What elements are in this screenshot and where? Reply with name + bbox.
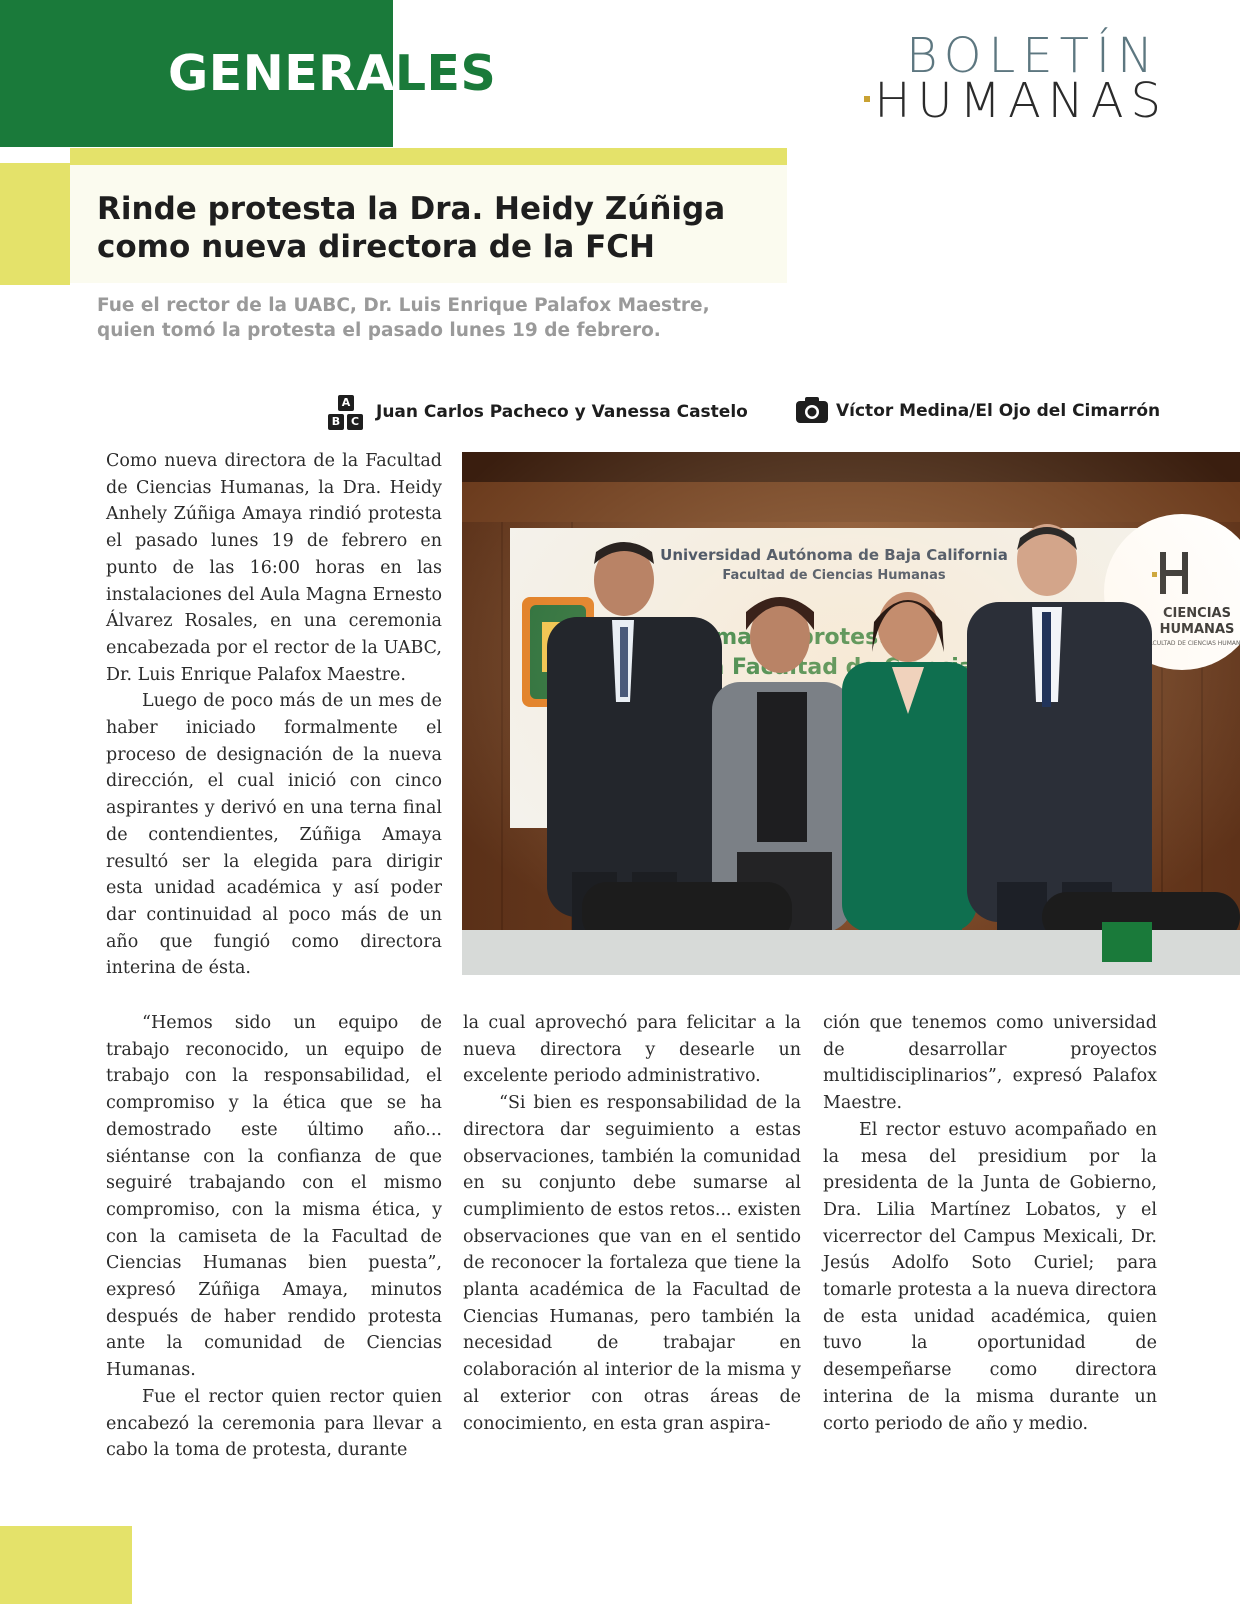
article-column-2 xyxy=(463,1010,801,1437)
article-headline xyxy=(97,190,787,266)
title-accent-stripe xyxy=(70,148,787,165)
paragraph: ción que tenemos como universidad de desarrollar proyectos multidisciplinarios”, expresó Palafox Maestre. xyxy=(823,1013,1157,1114)
subhead-line-2: quien tomó la protesta el pasado lunes 19 de febrero. xyxy=(97,320,661,341)
writer-icon: A B C xyxy=(328,395,364,433)
photo-credit: Víctor Medina/El Ojo del Cimarrón xyxy=(836,401,1161,421)
article-photo xyxy=(462,452,1240,975)
section-title: GENERALES xyxy=(168,45,497,102)
logo-humanas: HUMANAS xyxy=(874,73,1168,129)
paragraph: “Si bien es responsabilidad de la directora dar seguimiento a estas observaciones, también la comunidad en su conjunto debe sumarse al cumplimiento de estos retos... existen observaciones que van en el sentido de reconocer la fortaleza que tiene la planta académica de la Facultad de Ciencias Humanas, pero también la necesidad de trabajar en colaboración al interior de la misma y al exterior con otras áreas de conocimiento, en esta gran aspira- xyxy=(463,1093,801,1434)
paragraph: Luego de poco más de un mes de haber iniciado formalmente el proceso de designación de la nueva dirección, el cual inició con cinco aspirantes y derivó en una terna final de contendientes, Zúñiga Amaya resultó ser la elegida para dirigir esta unidad académica y así poder dar continuidad al poco más de un año que fungió como directora interina de ésta. xyxy=(106,691,442,979)
article-column-1-top xyxy=(106,448,442,982)
title-accent-side xyxy=(0,163,70,285)
paragraph: “Hemos sido un equipo de trabajo reconocido, un equipo de trabajo con la responsabilidad, el compromiso y la ética que se ha demostrado este último año... siéntanse con la confianza de que seguiré trabajando con el mismo compromiso, con la misma ética, y con la camiseta de la Facultad de Ciencias Humanas bien puesta”, expresó Zúñiga Amaya, minutos después de haber rendido protesta ante la comunidad de Ciencias Humanas. xyxy=(106,1013,442,1381)
logo-boletin: BOLETÍN xyxy=(906,28,1160,84)
article-column-1-bottom xyxy=(106,1010,442,1464)
camera-icon xyxy=(796,397,828,423)
author-credit: Juan Carlos Pacheco y Vanessa Castelo xyxy=(376,402,748,422)
paragraph: Como nueva directora de la Facultad de Ciencias Humanas, la Dra. Heidy Anhely Zúñiga Amaya rindió protesta el pasado lunes 19 de febrero en punto de las 16:00 horas en las instalaciones del Aula Magna Ernesto Álvarez Rosales, en una ceremonia encabezada por el rector de la UABC, Dr. Luis Enrique Palafox Maestre. xyxy=(106,451,442,685)
footer-accent xyxy=(0,1526,132,1604)
article-subhead xyxy=(97,293,787,343)
article-column-3 xyxy=(823,1010,1157,1437)
paragraph: Fue el rector quien rector quien encabezó la ceremonia para llevar a cabo la toma de protesta, durante xyxy=(106,1386,442,1461)
paragraph: El rector estuvo acompañado en la mesa del presidium por la presidenta de la Junta de Gobierno, Dra. Lilia Martínez Lobatos, y el vicerrector del Campus Mexicali, Dr. Jesús Adolfo Soto Curiel; para tomarle protesta a la nueva directora de esta unidad académica, quien tuvo la oportunidad de desempeñarse como directora interina de la misma durante un corto periodo de año y medio. xyxy=(823,1119,1157,1434)
paragraph: la cual aprovechó para felicitar a la nueva directora y desearle un excelente periodo administrativo. xyxy=(463,1013,801,1087)
subhead-line-1: Fue el rector de la UABC, Dr. Luis Enrique Palafox Maestre, xyxy=(97,295,710,316)
headline-line-2: como nueva directora de la FCH xyxy=(97,229,655,265)
headline-line-1: Rinde protesta la Dra. Heidy Zúñiga xyxy=(97,191,726,227)
